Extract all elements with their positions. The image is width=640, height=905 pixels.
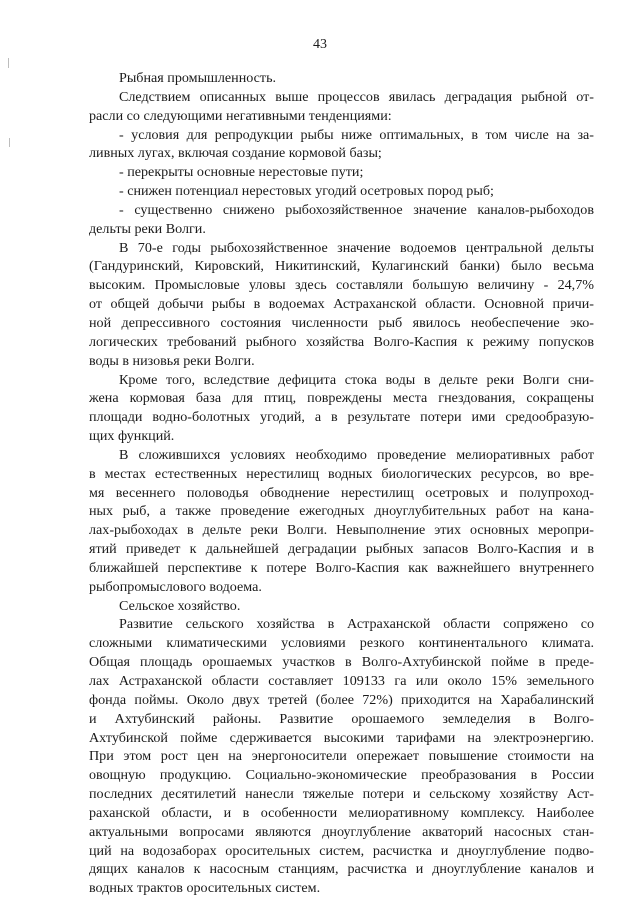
text-line: жена кормовая база для птиц, повреждены места гнездования, сокращены (89, 390, 594, 407)
scan-margin-mark (8, 58, 9, 68)
text-line: Следствием описанных выше процессов явилась деградация рыбной от- (119, 88, 594, 105)
text-line: овощную продукцию. Социально-экономические преобразования в России (89, 767, 594, 784)
text-line: от общей добычи рыбы в водоемах Астраханской области. Основной причи- (89, 296, 594, 313)
scan-margin-mark (9, 138, 10, 147)
text-line: последних десятилетий нанесли тяжелые потери и сельскому хозяйству Аст- (89, 786, 594, 803)
text-line: лах-рыбоходах в дельте реки Волги. Невыполнение этих основных меропри- (89, 522, 594, 539)
text-line: Рыбная промышленность. (119, 70, 277, 86)
text-line: площади водно-болотных угодий, а в результате потери ими средообразую- (89, 409, 594, 426)
text-line: ций на водозаборах оросительных систем, расчистка и дноуглубление подво- (89, 842, 594, 859)
text-line: - перекрыты основные нерестовые пути; (119, 164, 364, 181)
text-line: Сельское хозяйство. (119, 597, 241, 614)
text-line: расли со следующими негативными тенденциями: (89, 107, 392, 124)
text-line: При этом рост цен на энергоносители опережает повышение стоимости на (89, 748, 594, 765)
text-line: - существенно снижено рыбохозяйственное значение каналов-рыбоходов (119, 201, 594, 218)
text-line: дельты реки Волги. (89, 220, 206, 237)
text-line: воды в низовья реки Волги. (89, 352, 255, 369)
text-line: Ахтубинской пойме сдерживается высокими тарифами на электроэнергию. (89, 729, 594, 746)
text-line: лах Астраханской области составляет 109133 га или около 15% земельного (89, 673, 594, 689)
text-line: водных трактов оросительных систем. (89, 880, 321, 897)
text-line: В сложившихся условиях необходимо проведение мелиоративных работ (119, 446, 594, 463)
text-line: ливных лугах, включая создание кормовой базы; (89, 145, 382, 162)
text-line: ной депрессивного состояния численности рыб явилось необеспечение эко- (89, 314, 594, 331)
text-line: Кроме того, вследствие дефицита стока воды в дельте реки Волги сни- (119, 371, 594, 388)
text-line: - снижен потенциал нерестовых угодий осетровых пород рыб; (119, 183, 494, 200)
text-line: и Ахтубинский районы. Развитие орошаемого земледелия в Волго- (89, 710, 594, 727)
text-line: В 70-е годы рыбохозяйственное значение водоемов центральной дельты (119, 239, 594, 256)
text-line: актуальными вопросами являются дноуглубление акваторий насосных стан- (89, 823, 594, 840)
text-line: фонда поймы. Около двух третей (более 72%) приходится на Харабалинский (89, 691, 594, 708)
text-line: - условия для репродукции рыбы ниже оптимальных, в том числе на за- (119, 126, 594, 143)
text-line: мя весеннего половодья обводнение нерестилищ осетровых и полупроход- (89, 484, 594, 501)
text-line: сложными климатическими условиями резкого континентального климата. (89, 635, 594, 652)
text-line: дящих каналов к насосным станциям, расчистка и дноуглубление каналов и (89, 861, 594, 878)
text-line: (Гандуринский, Кировский, Никитинский, Кулагинский банки) было весьма (89, 258, 594, 275)
text-line: ближайшей перспективе к потере Волго-Каспия как важнейшего внутреннего (89, 559, 594, 576)
text-line: ятий приведет к дальнейшей деградации рыбных запасов Волго-Каспия и в (89, 541, 594, 558)
text-line: ных рыб, а также проведение ежегодных дноуглубительных работ на кана- (89, 503, 594, 520)
text-line: щих функций. (89, 428, 175, 445)
page-number: 43 (313, 37, 327, 52)
text-line: высоким. Промысловые уловы здесь составляли большую величину - 24,7% (89, 277, 594, 294)
text-line: Развитие сельского хозяйства в Астраханской области сопряжено со (119, 616, 594, 633)
text-line: Общая площадь орошаемых участков в Волго-Ахтубинской пойме в преде- (89, 654, 594, 671)
text-line: логических требований рыбного хозяйства Волго-Каспия к режиму попусков (89, 333, 594, 350)
text-line: раханской области, и в особенности мелиоративному комплексу. Наиболее (89, 804, 594, 821)
text-line: в местах естественных нерестилищ водных биологических ресурсов, во вре- (89, 465, 594, 482)
text-line: рыбопромыслового водоема. (89, 578, 262, 595)
body-text (89, 69, 594, 898)
